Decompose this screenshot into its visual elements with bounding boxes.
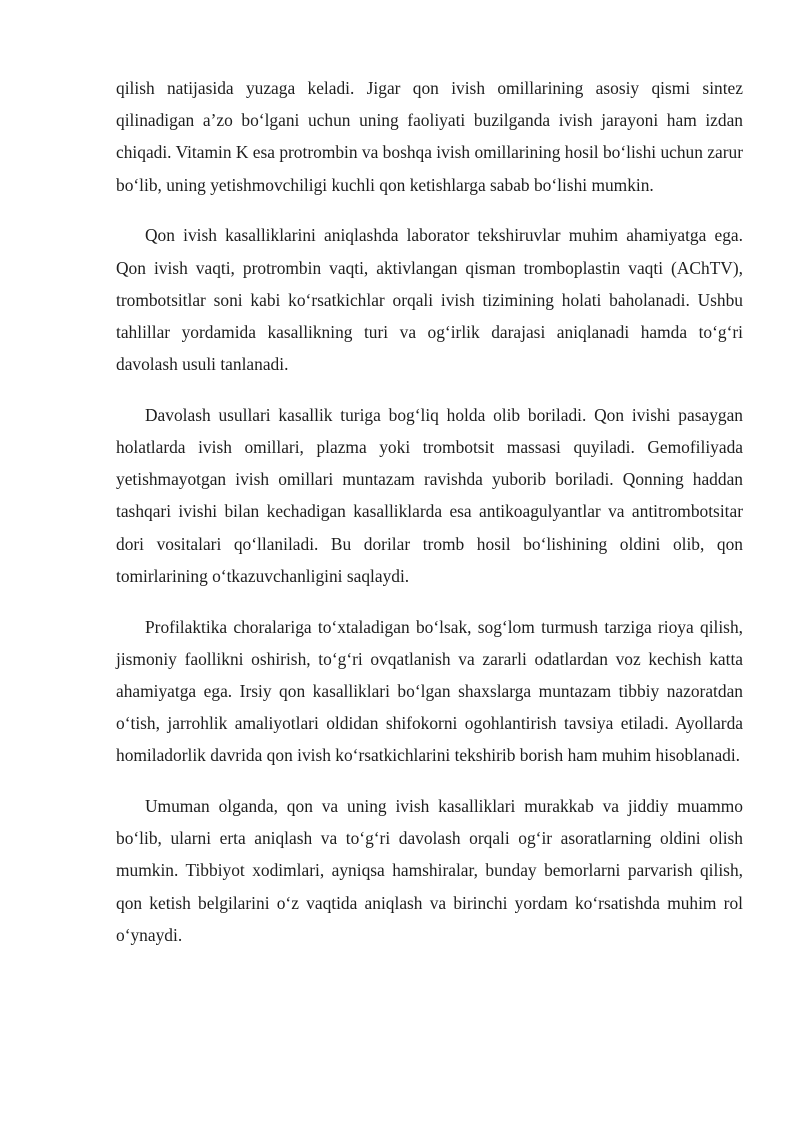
paragraph-prevention: Profilaktika choralariga to‘xtaladigan bo‘lsak, sog‘lom turmush tarziga rioya qilish, jismoniy faollikni oshirish, to‘g‘ri ovqatlanish va zararli odatlardan voz kechish katta ahamiyatga ega. Irsiy qon kasalliklari bo‘lgan shaxslarga muntazam tibbiy nazoratdan o‘tish, jarrohlik amaliyotlari oldidan shifokorni ogohlantirish tavsiya etiladi. Ayollarda homiladorlik davrida qon ivish ko‘rsatkichlarini tekshirib borish ham muhim hisoblanadi. [116,616,743,766]
paragraph-treatment-methods: Davolash usullari kasallik turiga bog‘liq holda olib boriladi. Qon ivishi pasaygan holatlarda ivish omillari, plazma yoki trombotsit massasi quyiladi. Gemofiliyada yetishmayotgan ivish omillari muntazam ravishda yuborib boriladi. Qonning haddan tashqari ivishi bilan kechadigan kasalliklarda esa antikoagulyantlar va antitrombotsitar dori vositalari qo‘llaniladi. Bu dorilar tromb hosil bo‘lishining oldini olib, qon tomirlarining o‘tkazuvchanligini saqlaydi. [116,404,743,586]
paragraph-laboratory-tests: Qon ivish kasalliklarini aniqlashda laborator tekshiruvlar muhim ahamiyatga ega. Qon ivish vaqti, protrombin vaqti, aktivlangan qisman tromboplastin vaqti (AChTV), trombotsitlar soni kabi ko‘rsatkichlar orqali ivish tizimining holati baholanadi. Ushbu tahlillar yordamida kasallikning turi va og‘irlik darajasi aniqlanadi hamda to‘g‘ri davolash usuli tanlanadi. [116,225,743,375]
paragraph-continuation: qilish natijasida yuzaga keladi. Jigar qon ivish omillarining asosiy qismi sintez qilinadigan a’zo bo‘lgani uchun uning faoliyati buzilganda ivish jarayoni ham izdan chiqadi. Vitamin K esa protrombin va boshqa ivish omillarining hosil bo‘lishi uchun zarur bo‘lib, uning yetishmovchiligi kuchli qon ketishlarga sabab bo‘lishi mumkin. [116,78,744,195]
document-page [116,72,743,970]
paragraph-conclusion: Umuman olganda, qon va uning ivish kasalliklari murakkab va jiddiy muammo bo‘lib, ularni erta aniqlash va to‘g‘ri davolash orqali og‘ir asoratlarning oldini olish mumkin. Tibbiyot xodimlari, ayniqsa hamshiralar, bunday bemorlarni parvarish qilish, qon ketish belgilarini o‘z vaqtida aniqlash va birinchi yordam ko‘rsatishda muhim rol o‘ynaydi. [116,796,743,945]
